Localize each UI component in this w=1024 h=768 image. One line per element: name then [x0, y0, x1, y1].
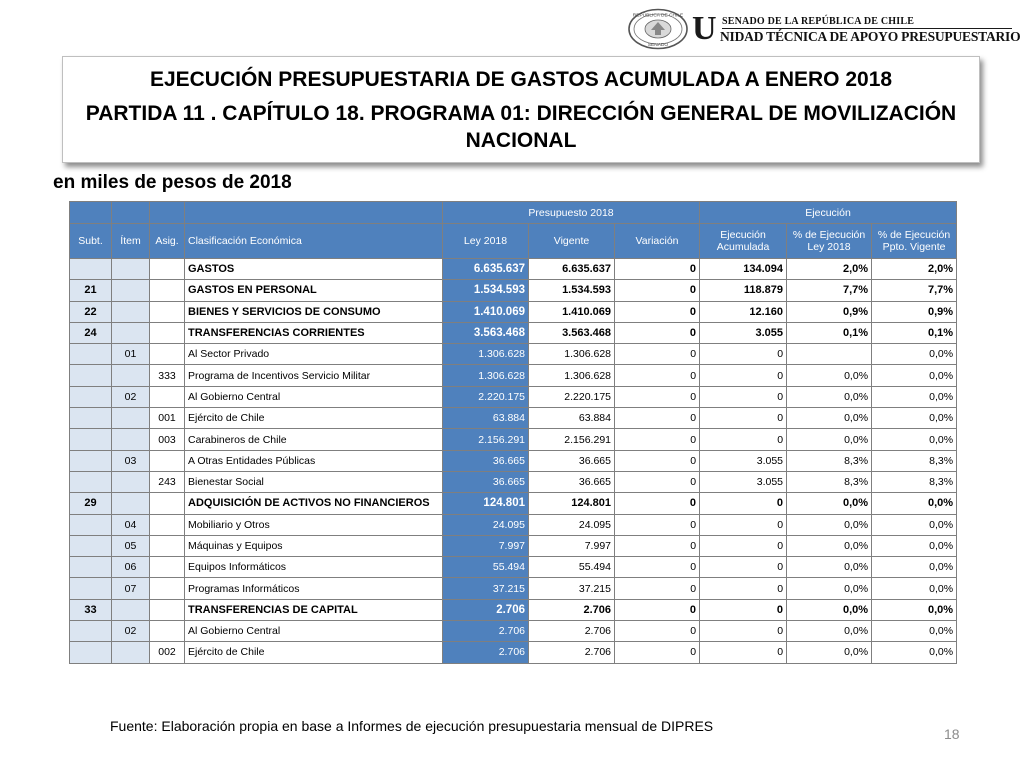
cell-vigente: 37.215: [529, 578, 615, 599]
senado-seal-logo: [627, 8, 689, 50]
cell-pct-vigente: 0,0%: [872, 429, 957, 450]
cell-ley: 55.494: [443, 557, 529, 578]
cell-item: 03: [112, 450, 150, 471]
cell-asig: [150, 344, 185, 365]
cell-pct-ley: 2,0%: [787, 259, 872, 280]
cell-variacion: 0: [615, 599, 700, 620]
header-blank: [150, 202, 185, 224]
cell-item: [112, 642, 150, 663]
cell-ley: 3.563.468: [443, 322, 529, 343]
cell-ejecucion-acumulada: 0: [700, 408, 787, 429]
cell-clasificacion: Programas Informáticos: [185, 578, 443, 599]
cell-subt: [70, 429, 112, 450]
cell-variacion: 0: [615, 578, 700, 599]
cell-pct-ley: 0,0%: [787, 557, 872, 578]
cell-pct-ley: [787, 344, 872, 365]
cell-variacion: 0: [615, 322, 700, 343]
cell-pct-vigente: 8,3%: [872, 471, 957, 492]
cell-clasificacion: Al Gobierno Central: [185, 386, 443, 407]
source-footnote: Fuente: Elaboración propia en base a Informes de ejecución presupuestaria mensual de DIPRES: [110, 718, 714, 734]
cell-item: [112, 365, 150, 386]
cell-pct-vigente: 0,0%: [872, 408, 957, 429]
cell-variacion: 0: [615, 280, 700, 301]
seal-bottom-text: SENADO: [647, 43, 669, 48]
cell-vigente: 24.095: [529, 514, 615, 535]
title-box: [62, 56, 980, 163]
cell-asig: 001: [150, 408, 185, 429]
cell-variacion: 0: [615, 450, 700, 471]
cell-variacion: 0: [615, 535, 700, 556]
table-row: [70, 493, 957, 514]
table-row: [70, 599, 957, 620]
cell-pct-vigente: 2,0%: [872, 259, 957, 280]
cell-asig: 333: [150, 365, 185, 386]
cell-ley: 1.306.628: [443, 344, 529, 365]
cell-subt: [70, 386, 112, 407]
column-header-clasificacion: Clasificación Económica: [185, 224, 443, 259]
cell-pct-vigente: 0,0%: [872, 344, 957, 365]
cell-ejecucion-acumulada: 0: [700, 493, 787, 514]
cell-ejecucion-acumulada: 0: [700, 386, 787, 407]
group-header-ejecucion: Ejecución: [700, 202, 957, 224]
table-row: [70, 450, 957, 471]
cell-item: [112, 322, 150, 343]
page-subtitle-program: PARTIDA 11 . CAPÍTULO 18. PROGRAMA 01: DIRECCIÓN GENERAL DE MOVILIZACIÓN NACIONAL: [85, 102, 957, 152]
cell-asig: [150, 280, 185, 301]
cell-ley: 2.706: [443, 621, 529, 642]
cell-vigente: 2.706: [529, 621, 615, 642]
cell-variacion: 0: [615, 642, 700, 663]
cell-clasificacion: Al Gobierno Central: [185, 621, 443, 642]
cell-ley: 2.220.175: [443, 386, 529, 407]
table-body: [70, 259, 957, 664]
cell-subt: [70, 642, 112, 663]
cell-ejecucion-acumulada: 0: [700, 429, 787, 450]
cell-item: [112, 471, 150, 492]
cell-ejecucion-acumulada: 0: [700, 621, 787, 642]
cell-pct-ley: 0,0%: [787, 535, 872, 556]
cell-pct-ley: 0,1%: [787, 322, 872, 343]
cell-pct-ley: 0,0%: [787, 408, 872, 429]
table-row: [70, 557, 957, 578]
cell-asig: [150, 514, 185, 535]
column-header-asig: Asig.: [150, 224, 185, 259]
cell-ejecucion-acumulada: 118.879: [700, 280, 787, 301]
cell-pct-vigente: 0,0%: [872, 578, 957, 599]
cell-ejecucion-acumulada: 0: [700, 578, 787, 599]
cell-pct-ley: 8,3%: [787, 450, 872, 471]
cell-clasificacion: Ejército de Chile: [185, 642, 443, 663]
cell-ley: 36.665: [443, 471, 529, 492]
cell-clasificacion: Máquinas y Equipos: [185, 535, 443, 556]
cell-item: 02: [112, 386, 150, 407]
cell-asig: [150, 599, 185, 620]
cell-vigente: 63.884: [529, 408, 615, 429]
cell-pct-vigente: 0,0%: [872, 621, 957, 642]
cell-subt: [70, 408, 112, 429]
cell-pct-ley: 0,0%: [787, 386, 872, 407]
cell-pct-ley: 7,7%: [787, 280, 872, 301]
cell-asig: [150, 578, 185, 599]
column-header-pct-ley: % de Ejecución Ley 2018: [787, 224, 872, 259]
cell-clasificacion: Ejército de Chile: [185, 408, 443, 429]
cell-item: 07: [112, 578, 150, 599]
cell-variacion: 0: [615, 301, 700, 322]
cell-ejecucion-acumulada: 0: [700, 344, 787, 365]
cell-variacion: 0: [615, 386, 700, 407]
cell-vigente: 55.494: [529, 557, 615, 578]
cell-ley: 6.635.637: [443, 259, 529, 280]
cell-pct-vigente: 0,0%: [872, 535, 957, 556]
cell-ley: 63.884: [443, 408, 529, 429]
cell-item: 05: [112, 535, 150, 556]
cell-asig: [150, 450, 185, 471]
cell-pct-ley: 0,0%: [787, 514, 872, 535]
cell-variacion: 0: [615, 259, 700, 280]
cell-asig: [150, 386, 185, 407]
cell-ley: 37.215: [443, 578, 529, 599]
cell-subt: [70, 514, 112, 535]
cell-item: 02: [112, 621, 150, 642]
cell-ley: 2.706: [443, 599, 529, 620]
column-header-ley: Ley 2018: [443, 224, 529, 259]
cell-variacion: 0: [615, 493, 700, 514]
cell-item: [112, 599, 150, 620]
cell-subt: 33: [70, 599, 112, 620]
header-blank: [112, 202, 150, 224]
cell-ley: 7.997: [443, 535, 529, 556]
cell-subt: [70, 557, 112, 578]
page-title: EJECUCIÓN PRESUPUESTARIA DE GASTOS ACUMULADA A ENERO 2018: [149, 68, 893, 91]
cell-ley: 1.306.628: [443, 365, 529, 386]
cell-pct-vigente: 0,0%: [872, 599, 957, 620]
column-header-vigente: Vigente: [529, 224, 615, 259]
table-row: [70, 578, 957, 599]
cell-clasificacion: Programa de Incentivos Servicio Militar: [185, 365, 443, 386]
table-row: [70, 322, 957, 343]
table-row: [70, 429, 957, 450]
cell-variacion: 0: [615, 557, 700, 578]
cell-variacion: 0: [615, 471, 700, 492]
cell-subt: [70, 535, 112, 556]
cell-asig: [150, 301, 185, 322]
cell-vigente: 1.534.593: [529, 280, 615, 301]
cell-clasificacion: ADQUISICIÓN DE ACTIVOS NO FINANCIEROS: [185, 493, 443, 514]
cell-vigente: 6.635.637: [529, 259, 615, 280]
cell-pct-vigente: 0,1%: [872, 322, 957, 343]
cell-pct-vigente: 0,0%: [872, 365, 957, 386]
cell-vigente: 36.665: [529, 471, 615, 492]
cell-clasificacion: Mobiliario y Otros: [185, 514, 443, 535]
table-row: [70, 344, 957, 365]
cell-subt: 29: [70, 493, 112, 514]
table-row: [70, 259, 957, 280]
cell-pct-vigente: 0,0%: [872, 514, 957, 535]
table-row: [70, 514, 957, 535]
cell-item: [112, 280, 150, 301]
cell-subt: 24: [70, 322, 112, 343]
cell-item: [112, 408, 150, 429]
cell-pct-ley: 0,0%: [787, 578, 872, 599]
cell-variacion: 0: [615, 429, 700, 450]
cell-pct-ley: 0,0%: [787, 365, 872, 386]
cell-asig: 002: [150, 642, 185, 663]
cell-vigente: 7.997: [529, 535, 615, 556]
cell-variacion: 0: [615, 621, 700, 642]
seal-top-text: REPÚBLICA DE CHILE: [632, 13, 684, 19]
cell-pct-ley: 0,9%: [787, 301, 872, 322]
cell-vigente: 1.410.069: [529, 301, 615, 322]
cell-vigente: 36.665: [529, 450, 615, 471]
cell-clasificacion: BIENES Y SERVICIOS DE CONSUMO: [185, 301, 443, 322]
group-header-presupuesto: Presupuesto 2018: [443, 202, 700, 224]
column-header-ejecucion-acumulada: Ejecución Acumulada: [700, 224, 787, 259]
logo-line-senado: SENADO DE LA REPÚBLICA DE CHILE: [722, 16, 915, 27]
logo-letter: U: [692, 10, 717, 47]
cell-subt: [70, 621, 112, 642]
cell-vigente: 2.156.291: [529, 429, 615, 450]
cell-ley: 24.095: [443, 514, 529, 535]
cell-asig: [150, 259, 185, 280]
cell-pct-vigente: 0,9%: [872, 301, 957, 322]
units-caption: en miles de pesos de 2018: [53, 172, 292, 193]
cell-subt: [70, 578, 112, 599]
cell-clasificacion: TRANSFERENCIAS CORRIENTES: [185, 322, 443, 343]
column-header-variacion: Variación: [615, 224, 700, 259]
cell-ejecucion-acumulada: 0: [700, 514, 787, 535]
cell-clasificacion: TRANSFERENCIAS DE CAPITAL: [185, 599, 443, 620]
header-blank: [185, 202, 443, 224]
cell-subt: [70, 344, 112, 365]
cell-clasificacion: Al Sector Privado: [185, 344, 443, 365]
cell-pct-ley: 0,0%: [787, 493, 872, 514]
table-row: [70, 386, 957, 407]
cell-asig: 003: [150, 429, 185, 450]
cell-ley: 36.665: [443, 450, 529, 471]
cell-subt: 21: [70, 280, 112, 301]
cell-ejecucion-acumulada: 0: [700, 599, 787, 620]
cell-ejecucion-acumulada: 0: [700, 557, 787, 578]
cell-clasificacion: Carabineros de Chile: [185, 429, 443, 450]
cell-ley: 124.801: [443, 493, 529, 514]
table-row: [70, 280, 957, 301]
cell-ley: 2.156.291: [443, 429, 529, 450]
cell-item: 04: [112, 514, 150, 535]
table-row: [70, 365, 957, 386]
logo-line-unidad: NIDAD TÉCNICA DE APOYO PRESUPUESTARIO: [720, 29, 1021, 44]
cell-item: [112, 259, 150, 280]
cell-pct-vigente: 8,3%: [872, 450, 957, 471]
cell-item: [112, 493, 150, 514]
cell-vigente: 1.306.628: [529, 344, 615, 365]
cell-ejecucion-acumulada: 3.055: [700, 450, 787, 471]
cell-ley: 2.706: [443, 642, 529, 663]
cell-variacion: 0: [615, 365, 700, 386]
cell-vigente: 3.563.468: [529, 322, 615, 343]
cell-pct-vigente: 0,0%: [872, 493, 957, 514]
cell-item: 01: [112, 344, 150, 365]
cell-ley: 1.534.593: [443, 280, 529, 301]
cell-clasificacion: Bienestar Social: [185, 471, 443, 492]
cell-variacion: 0: [615, 514, 700, 535]
cell-asig: [150, 557, 185, 578]
cell-vigente: 2.220.175: [529, 386, 615, 407]
table-row: [70, 301, 957, 322]
cell-asig: [150, 493, 185, 514]
cell-pct-ley: 0,0%: [787, 642, 872, 663]
cell-item: [112, 429, 150, 450]
cell-item: [112, 301, 150, 322]
cell-ejecucion-acumulada: 0: [700, 365, 787, 386]
unidad-tecnica-logo: [692, 10, 1024, 48]
cell-variacion: 0: [615, 344, 700, 365]
cell-subt: [70, 365, 112, 386]
page-number: 18: [944, 726, 960, 742]
cell-subt: 22: [70, 301, 112, 322]
cell-vigente: 2.706: [529, 642, 615, 663]
cell-subt: [70, 471, 112, 492]
cell-pct-ley: 0,0%: [787, 621, 872, 642]
cell-ejecucion-acumulada: 12.160: [700, 301, 787, 322]
cell-ejecucion-acumulada: 0: [700, 642, 787, 663]
cell-ejecucion-acumulada: 3.055: [700, 471, 787, 492]
cell-pct-ley: 0,0%: [787, 599, 872, 620]
cell-pct-vigente: 7,7%: [872, 280, 957, 301]
cell-ejecucion-acumulada: 3.055: [700, 322, 787, 343]
cell-subt: [70, 259, 112, 280]
cell-clasificacion: Equipos Informáticos: [185, 557, 443, 578]
cell-clasificacion: A Otras Entidades Públicas: [185, 450, 443, 471]
table-row: [70, 642, 957, 663]
cell-pct-vigente: 0,0%: [872, 557, 957, 578]
cell-ejecucion-acumulada: 134.094: [700, 259, 787, 280]
cell-item: 06: [112, 557, 150, 578]
table-row: [70, 621, 957, 642]
cell-ley: 1.410.069: [443, 301, 529, 322]
cell-asig: 243: [150, 471, 185, 492]
cell-clasificacion: GASTOS: [185, 259, 443, 280]
cell-subt: [70, 450, 112, 471]
cell-vigente: 1.306.628: [529, 365, 615, 386]
column-header-item: Ítem: [112, 224, 150, 259]
cell-pct-vigente: 0,0%: [872, 386, 957, 407]
column-header-subt: Subt.: [70, 224, 112, 259]
budget-execution-table: [69, 201, 957, 664]
cell-ejecucion-acumulada: 0: [700, 535, 787, 556]
column-header-pct-vigente: % de Ejecución Ppto. Vigente: [872, 224, 957, 259]
cell-pct-ley: 0,0%: [787, 429, 872, 450]
cell-vigente: 124.801: [529, 493, 615, 514]
cell-asig: [150, 322, 185, 343]
table-row: [70, 471, 957, 492]
header-blank: [70, 202, 112, 224]
table-row: [70, 408, 957, 429]
cell-pct-ley: 8,3%: [787, 471, 872, 492]
table-row: [70, 535, 957, 556]
cell-asig: [150, 621, 185, 642]
cell-vigente: 2.706: [529, 599, 615, 620]
cell-clasificacion: GASTOS EN PERSONAL: [185, 280, 443, 301]
cell-variacion: 0: [615, 408, 700, 429]
cell-pct-vigente: 0,0%: [872, 642, 957, 663]
cell-asig: [150, 535, 185, 556]
